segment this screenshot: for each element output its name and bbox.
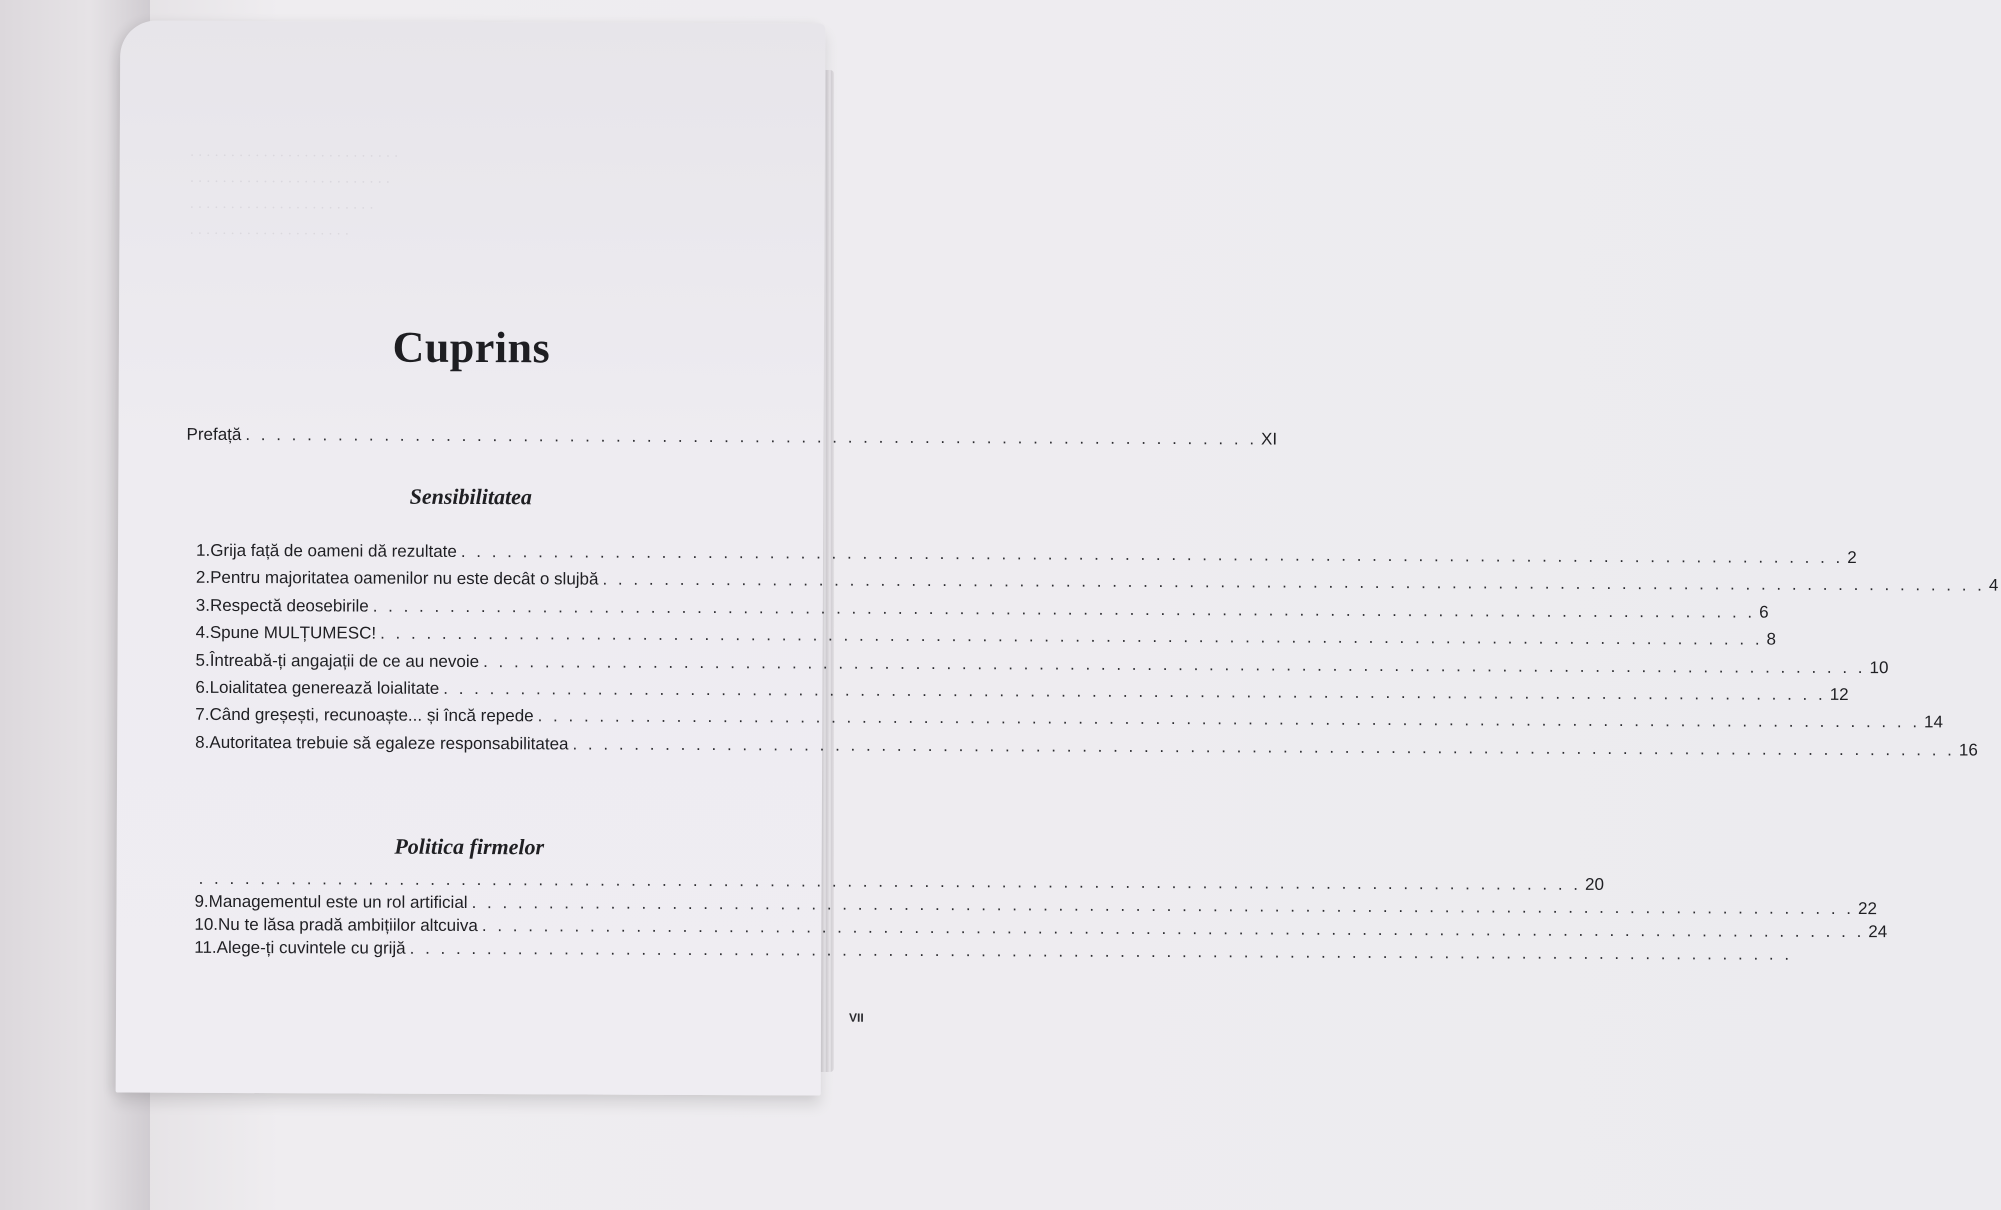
show-through-text: · · · · · · · · · · · · · · · · · · · · · · · [189,200,374,217]
show-through-text: · · · · · · · · · · · · · · · · · · · · · · · · · [189,174,391,191]
toc-entry-number: 3. [195,595,211,615]
toc-entry-number: 5. [195,650,210,670]
dot-leader: . . . . . . . . . . . . . . . . . . . . . . . . . . . . . . . . . . . . . . . . . . . . . . . . . . . . . . . . . . . . . . . . . . . . . . . . . . . . . . . . . . . . . . . . . . [198,868,1582,894]
toc-entry-number: 4. [195,622,210,643]
toc-entry-label: Întreabă-ți angajații de ce au nevoie [209,650,480,671]
section-heading-sensibilitatea: Sensibilitatea [409,483,532,510]
toc-entry-page: 2 [1847,548,1857,568]
dot-leader: . . . . . . . . . . . . . . . . . . . . . . . . . . . . . . . . . . . . . . . . . . . . . . . . . . . . . . . . . . . . . . . . . . . . . . . . . . . . . . . . . . . . . . . . . . [443,678,1826,704]
toc-entry-page: 10 [1869,657,1889,677]
dot-leader: . . . . . . . . . . . . . . . . . . . . . . . . . . . . . . . . . . . . . . . . . . . . . . . . . . . . . . . . . . . . . . . . . . . . . . . . . . . . . . . . . . . . . . . . . . [460,541,1844,567]
toc-entry-number: 9. [194,891,209,911]
dot-leader: . . . . . . . . . . . . . . . . . . . . . . . . . . . . . . . . . . . . . . . . . . . . . . . . . . . . . . . . . . . . . . . . . . . . . . . . . . . . . . . . . . . . . . . . . . [602,569,1985,595]
toc-entry [195,622,1777,649]
dot-leader: . . . . . . . . . . . . . . . . . . . . . . . . . . . . . . . . . . . . . . . . . . . . . . . . . . . . . . . . . . . . . . . . . . . . . . . . . . . . . . . . . . . . . . . . . . [537,706,1921,732]
toc-entry [194,914,1888,942]
toc-entry-label: Spune MULȚUMESC! [209,623,377,643]
toc-entry [194,891,1878,919]
dot-leader: . . . . . . . . . . . . . . . . . . . . . . . . . . . . . . . . . . . . . . . . . . . . . . . . . . . . . . . . . . . . . . . . . . [245,425,1258,449]
toc-entry-page: 16 [1958,740,1978,760]
dot-leader: . . . . . . . . . . . . . . . . . . . . . . . . . . . . . . . . . . . . . . . . . . . . . . . . . . . . . . . . . . . . . . . . . . . . . . . . . . . . . . . . . . . . . . . . . . [481,916,1865,942]
toc-entry-label: Prefață [186,424,242,444]
toc-entry-number: 2. [195,568,211,588]
toc-entry-label: Managementul este un rol artificial [208,891,468,912]
dot-leader: . . . . . . . . . . . . . . . . . . . . . . . . . . . . . . . . . . . . . . . . . . . . . . . . . . . . . . . . . . . . . . . . . . . . . . . . . . . . . . . . . . . . . . . . . . [409,938,1793,964]
toc-entry-label: Respectă deosebirile [209,595,369,616]
toc-entry-page: 6 [1759,602,1769,622]
toc-entry [194,937,1793,964]
toc-entry-page: 22 [1858,899,1878,919]
book-page [116,20,1999,1095]
toc-entry [195,868,1605,894]
toc-entry-label: Grija față de oameni dă rezultate [210,540,457,561]
toc-entry [195,732,1978,760]
toc-entry-number: 1. [195,540,211,560]
toc-entry-page: 24 [1868,922,1888,942]
dot-leader: . . . . . . . . . . . . . . . . . . . . . . . . . . . . . . . . . . . . . . . . . . . . . . . . . . . . . . . . . . . . . . . . . . . . . . . . . . . . . . . . . . . . . . . . . . [380,623,1763,649]
toc-entry-label: Alege-ți cuvintele cu grijă [216,937,406,958]
page-folio: VII [848,1010,864,1025]
dot-leader: . . . . . . . . . . . . . . . . . . . . . . . . . . . . . . . . . . . . . . . . . . . . . . . . . . . . . . . . . . . . . . . . . . . . . . . . . . . . . . . . . . . . . . . . . . [471,893,1855,919]
toc-entry-page: 12 [1829,684,1849,705]
toc-entry [195,595,1769,622]
page-title: Cuprins [392,322,551,373]
show-through-text: · · · · · · · · · · · · · · · · · · · · · · · · · · [189,148,399,165]
toc-entry-label: Când greșești, recunoaște... și încă repede [209,705,534,726]
toc-entry-number: 7. [195,705,210,725]
dot-leader: . . . . . . . . . . . . . . . . . . . . . . . . . . . . . . . . . . . . . . . . . . . . . . . . . . . . . . . . . . . . . . . . . . . . . . . . . . . . . . . . . . . . . . . . . . [572,734,1955,760]
toc-entry-label: Loialitatea generează loialitate [209,677,440,698]
toc-entry-label: Autoritatea trebuie să egaleze responsabilitatea [209,732,569,754]
toc-entry [195,677,1849,705]
toc-entry-page: XI [1261,429,1278,449]
dot-leader: . . . . . . . . . . . . . . . . . . . . . . . . . . . . . . . . . . . . . . . . . . . . . . . . . . . . . . . . . . . . . . . . . . . . . . . . . . . . . . . . . . . . . . . . . . [372,596,1756,622]
toc-entry [195,705,1944,732]
toc-entry-label: Nu te lăsa pradă ambițiilor altcuiva [217,914,478,936]
toc-entry-label: Pentru majoritatea oamenilor nu este decât o slujbă [210,568,599,589]
toc-entry [195,650,1889,677]
section-heading-politica-firmelor: Politica firmelor [394,833,545,860]
show-through-text: · · · · · · · · · · · · · · · · · · · · [189,226,350,243]
toc-entry-preface [186,424,1278,449]
toc-entry-page: 14 [1924,712,1944,732]
toc-entry-page: 20 [1584,874,1605,894]
toc-entry-number: 10. [194,914,219,934]
toc-entry-page: 4 [1988,576,1999,596]
toc-entry-number: 11. [194,937,217,957]
toc-entry [195,568,1999,596]
toc-entry [195,540,1857,568]
toc-entry-number: 6. [195,677,210,697]
toc-entry-number: 8. [195,732,210,752]
dot-leader: . . . . . . . . . . . . . . . . . . . . . . . . . . . . . . . . . . . . . . . . . . . . . . . . . . . . . . . . . . . . . . . . . . . . . . . . . . . . . . . . . . . . . . . . . . [483,651,1866,677]
toc-entry-page: 8 [1766,629,1777,649]
